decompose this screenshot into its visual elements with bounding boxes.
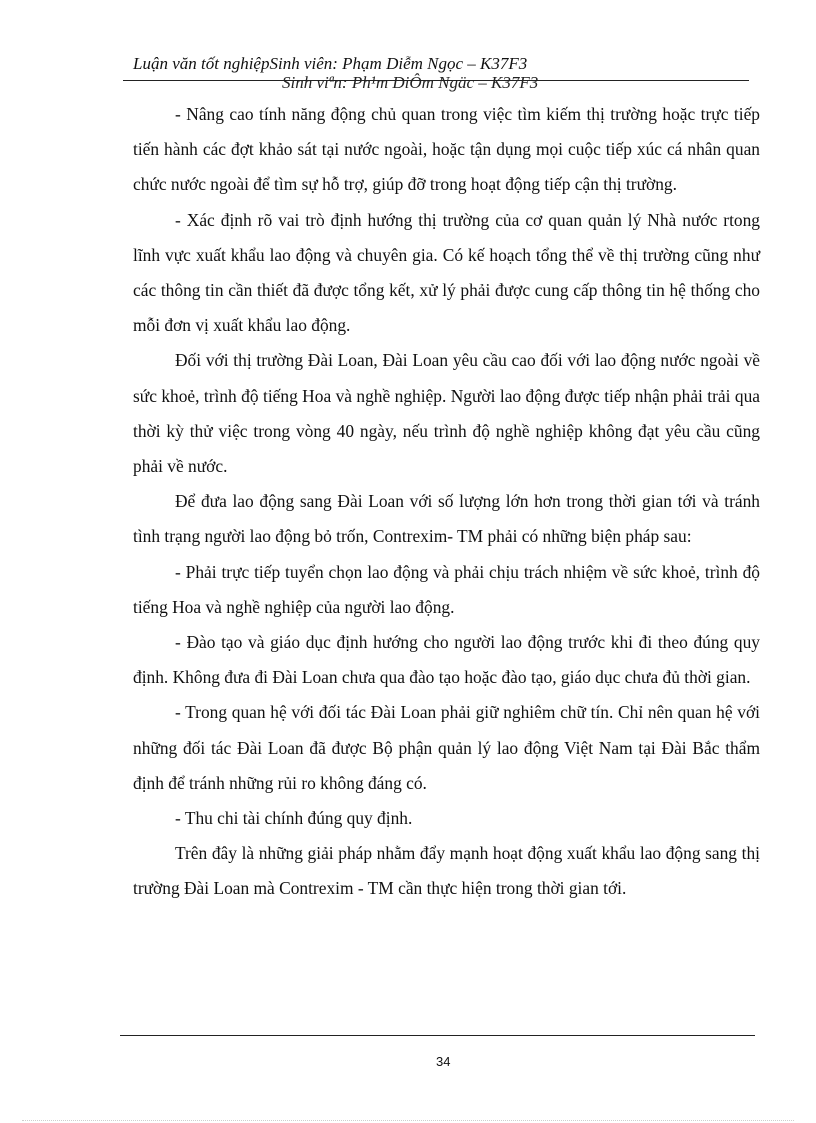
paragraph: - Thu chi tài chính đúng quy định. (175, 808, 413, 829)
page-edge-divider (22, 1120, 794, 1121)
running-header: Luận văn tốt nghiệpSinh viên: Phạm Diễm Ngọc – K37F3 (133, 54, 528, 73)
running-header-garbled: Sinh viªn: Ph¹m DiÔm Ngäc – K37F3 (282, 73, 539, 92)
body-text (133, 97, 760, 907)
footer-rule (120, 1035, 755, 1036)
paragraph: - Xác định rõ vai trò định hướng thị trường của cơ quan quản lý Nhà nước rtong lĩnh vực xuất khẩu lao động và chuyên gia. Có kế hoạch tổng thể về thị trường cũng như các thông tin cần thiết đã được tổng kết, xử lý phải được cung cấp thông tin hệ thống cho mỗi đơn vị xuất khẩu lao động. (133, 209, 760, 336)
paragraph: - Đào tạo và giáo dục định hướng cho người lao động trước khi đi theo đúng quy định. Không đưa đi Đài Loan chưa qua đào tạo hoặc đào tạo, giáo dục chưa đủ thời gian. (133, 632, 760, 688)
paragraph: - Trong quan hệ với đối tác Đài Loan phải giữ nghiêm chữ tín. Chỉ nên quan hệ với những đối tác Đài Loan đã được Bộ phận quản lý lao động Việt Nam tại Đài Bắc thẩm định để tránh những rủi ro không đáng có. (133, 702, 760, 793)
page-number: 34 (436, 1054, 451, 1069)
paragraph: - Phải trực tiếp tuyển chọn lao động và phải chịu trách nhiệm về sức khoẻ, trình độ tiếng Hoa và nghề nghiệp của người lao động. (133, 561, 760, 617)
paragraph: Đối với thị trường Đài Loan, Đài Loan yêu cầu cao đối với lao động nước ngoài về sức khoẻ, trình độ tiếng Hoa và nghề nghiệp. Người lao động được tiếp nhận phải trải qua thời kỳ thử việc trong vòng 40 ngày, nếu trình độ nghề nghiệp không đạt yêu cầu cũng phải về nước. (133, 350, 760, 477)
paragraph: Để đưa lao động sang Đài Loan với số lượng lớn hơn trong thời gian tới và tránh tình trạng người lao động bỏ trốn, Contrexim- TM phải có những biện pháp sau: (133, 491, 760, 547)
paragraph: - Nâng cao tính năng động chủ quan trong việc tìm kiếm thị trường hoặc trực tiếp tiến hành các đợt khảo sát tại nước ngoài, hoặc tận dụng mọi cuộc tiếp xúc cá nhân quan chức nước ngoài để tìm sự hỗ trợ, giúp đỡ trong hoạt động tiếp cận thị trường. (133, 104, 760, 195)
paragraph: Trên đây là những giải pháp nhằm đẩy mạnh hoạt động xuất khẩu lao động sang thị trường Đài Loan mà Contrexim - TM cần thực hiện trong thời gian tới. (133, 843, 760, 899)
